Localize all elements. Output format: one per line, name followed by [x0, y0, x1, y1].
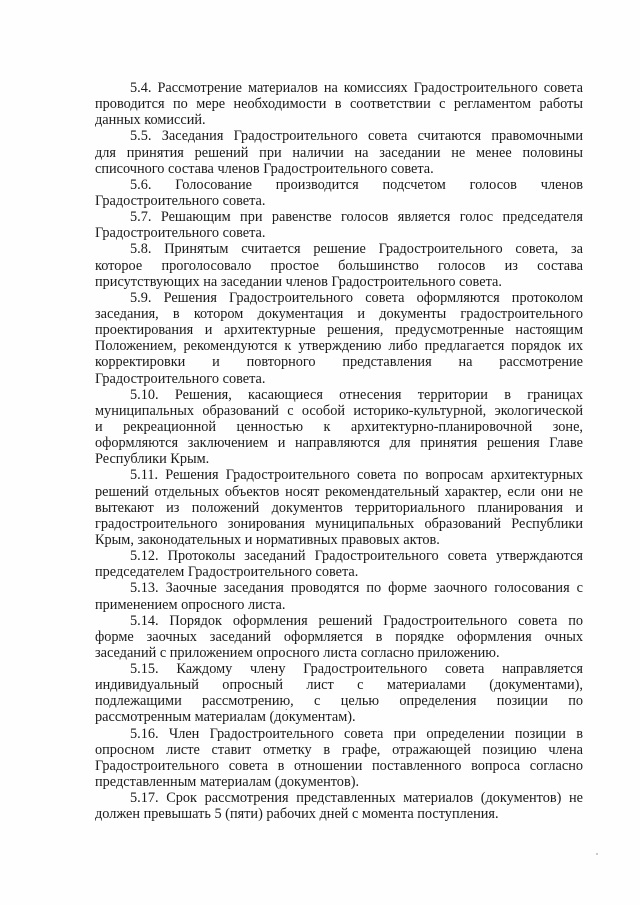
- text-line: 5.14. Порядок оформления решений Градостроительного совета по: [130, 612, 583, 629]
- text-line: заседания, в котором документация и документы градостроительного: [95, 305, 583, 322]
- text-line: индивидуальный опросный лист с материалами (документами),: [95, 677, 583, 694]
- paragraph: [95, 613, 583, 661]
- text-line: которое проголосовало простое большинство голосов из состава: [95, 257, 583, 274]
- text-line: данных комиссий.: [95, 112, 206, 129]
- text-line: Градостроительного совета в отношении поставленного вопроса согласно: [95, 757, 583, 774]
- text-line: 5.8. Принятым считается решение Градостроительного совета, за: [130, 241, 583, 258]
- text-line: председателем Градостроительного совета.: [95, 564, 359, 581]
- paragraph: [95, 209, 583, 241]
- text-line: вытекают из положений документов территориального планирования и: [95, 499, 583, 516]
- text-line: Республики Крым.: [95, 451, 210, 468]
- text-line: 5.9. Решения Градостроительного совета оформляются протоколом: [130, 289, 583, 306]
- paragraph: [95, 80, 583, 128]
- paragraph: [95, 387, 583, 468]
- text-line: подлежащими рассмотрению, с целью определения позиции по: [95, 693, 583, 710]
- paragraph: [95, 290, 583, 387]
- paragraph: [95, 790, 583, 822]
- paragraph: [95, 548, 583, 580]
- text-line: проводится по мере необходимости в соответствии с регламентом работы: [95, 96, 583, 113]
- scan-speck: [596, 853, 598, 855]
- text-line: 5.16. Член Градостроительного совета при определении позиции в: [130, 725, 583, 742]
- text-line: проектирования и архитектурные решения, предусмотренные настоящим: [95, 322, 583, 339]
- text-line: присутствующих на заседании членов Градостроительного совета.: [95, 273, 502, 290]
- text-line: Градостроительного совета.: [95, 192, 266, 209]
- text-line: Градостроительного совета.: [95, 370, 266, 387]
- text-line: Положением, рекомендуются к утверждению либо предлагается порядок их: [95, 338, 583, 355]
- text-line: 5.10. Решения, касающиеся отнесения территории в границах: [130, 386, 583, 403]
- text-line: 5.5. Заседания Градостроительного совета считаются правомочными: [130, 128, 583, 145]
- text-line: 5.13. Заочные заседания проводятся по форме заочного голосования с: [130, 580, 583, 597]
- text-line: 5.11. Решения Градостроительного совета по вопросам архитектурных: [130, 467, 583, 484]
- text-line: муниципальных образований с особой историко-культурной, экологической: [95, 402, 583, 419]
- text-line: 5.12. Протоколы заседаний Градостроительного совета утверждаются: [130, 548, 583, 565]
- text-line: списочного состава членов Градостроительного совета.: [95, 160, 434, 177]
- text-line: Крым, законодательных и нормативных правовых актов.: [95, 531, 440, 548]
- text-line: градостроительного зонирования муниципальных образований Республики: [95, 515, 583, 532]
- text-line: форме заочных заседаний оформляется в порядке оформления очных: [95, 628, 583, 645]
- text-line: корректировки и повторного представления на рассмотрение: [95, 354, 583, 371]
- text-line: представленным материалам (документов).: [95, 774, 360, 791]
- text-line: опросном листе ставит отметку в графе, отражающей позицию члена: [95, 741, 583, 758]
- text-line: 5.7. Решающим при равенстве голосов является голос председателя: [130, 209, 583, 226]
- text-line: оформляются заключением и направляются для принятия решения Главе: [95, 435, 583, 452]
- text-line: должен превышать 5 (пяти) рабочих дней с момента поступления.: [95, 806, 499, 823]
- text-line: 5.17. Срок рассмотрения представленных материалов (документов) не: [130, 790, 583, 807]
- paragraph: [95, 467, 583, 548]
- text-line: 5.6. Голосование производится подсчетом голосов членов: [130, 176, 583, 193]
- text-line: и рекреационной ценностью к архитектурно-планировочной зоне,: [95, 418, 583, 435]
- text-line: Градостроительного совета.: [95, 225, 266, 242]
- text-line: 5.15. Каждому члену Градостроительного совета направляется: [130, 661, 583, 678]
- text-line: применением опросного листа.: [95, 596, 286, 613]
- paragraph: [95, 661, 583, 726]
- paragraph: [95, 177, 583, 209]
- text-line: 5.4. Рассмотрение материалов на комиссиях Градостроительного совета: [130, 80, 583, 96]
- document-text: [95, 80, 583, 822]
- text-line: заседаний с приложением опросного листа согласно приложению.: [95, 644, 500, 661]
- text-line: рассмотренным материалам (до́кументам).: [95, 709, 356, 726]
- paragraph: [95, 580, 583, 612]
- text-line: решений отдельных объектов носят рекомендательный характер, если они не: [95, 483, 583, 500]
- paragraph: [95, 128, 583, 176]
- paragraph: [95, 726, 583, 791]
- text-line: для принятия решений при наличии на заседании не менее половины: [95, 144, 583, 161]
- paragraph: [95, 241, 583, 289]
